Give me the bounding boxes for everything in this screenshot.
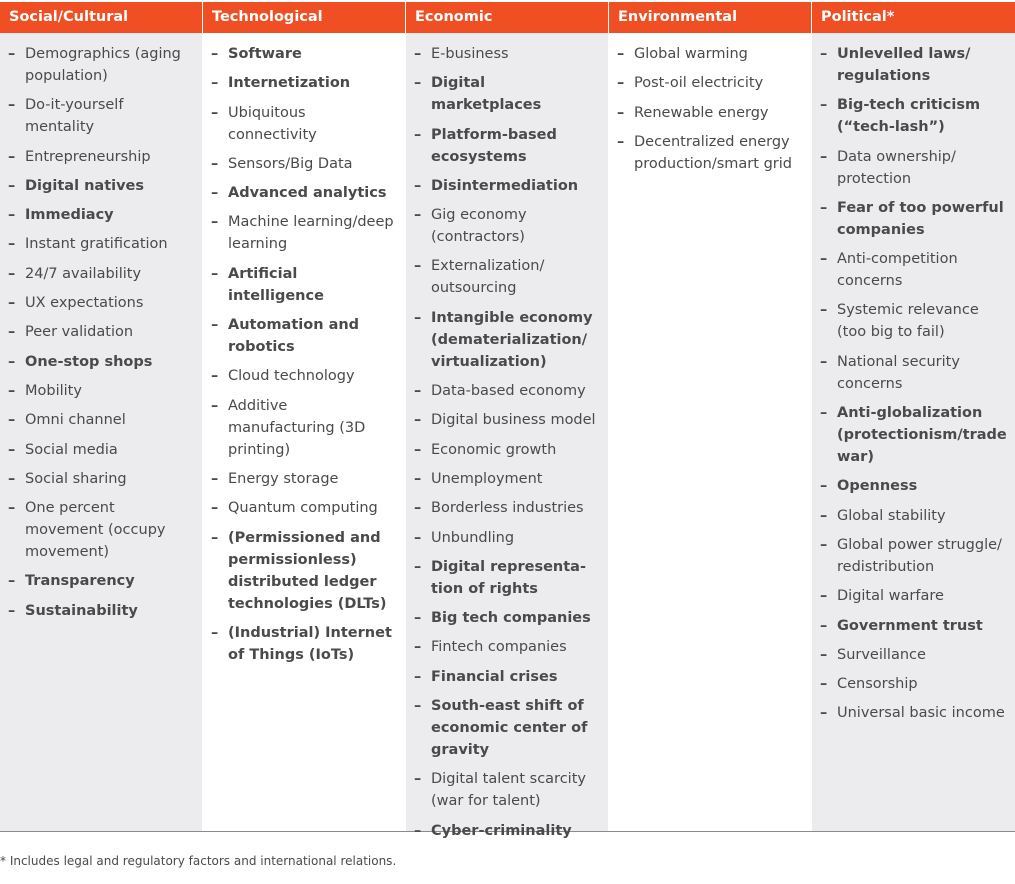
column-social-cultural: [0, 2, 202, 831]
list-item: – Government trust: [820, 615, 1007, 637]
column-header: Economic: [406, 2, 608, 33]
list-item: – Entrepreneurship: [8, 146, 194, 168]
list-item: – Universal basic income: [820, 702, 1007, 724]
list-item: – Openness: [820, 475, 1007, 497]
list-item: – Advanced analytics: [211, 182, 397, 204]
list-item: – Transparency: [8, 570, 194, 592]
list-item: – Anti-globalization (protectionism/trade war): [820, 402, 1007, 468]
list-item: – Instant gratification: [8, 233, 194, 255]
list-item: – Cyber-criminality: [414, 820, 600, 842]
list-item: – Big tech companies: [414, 607, 600, 629]
list-item: – Immediacy: [8, 204, 194, 226]
list-item: – Sensors/Big Data: [211, 153, 397, 175]
list-item: – Unemployment: [414, 468, 600, 490]
list-item: – Surveillance: [820, 644, 1007, 666]
list-item: – Post-oil electricity: [617, 72, 803, 94]
item-list: [812, 33, 1015, 724]
list-item: – Quantum computing: [211, 497, 397, 519]
list-item: – Machine learning/deep learning: [211, 211, 397, 255]
list-item: – Mobility: [8, 380, 194, 402]
list-item: – Artificial intelligence: [211, 263, 397, 307]
list-item: – 24/7 availability: [8, 263, 194, 285]
list-item: – South-east shift of economic center of gravity: [414, 695, 600, 761]
list-item: – Ubiquitous connectivity: [211, 102, 397, 146]
list-item: – Social sharing: [8, 468, 194, 490]
list-item: – Cloud technology: [211, 365, 397, 387]
list-item: – Gig economy (contractors): [414, 204, 600, 248]
column-environmental: [609, 2, 811, 831]
list-item: – National security concerns: [820, 351, 1007, 395]
column-header: Political*: [812, 2, 1015, 33]
list-item: – Fintech companies: [414, 636, 600, 658]
list-item: – Additive manufacturing (3D printing): [211, 395, 397, 461]
column-header: Technological: [203, 2, 405, 33]
list-item: – One-stop shops: [8, 351, 194, 373]
column-header: Environmental: [609, 2, 811, 33]
list-item: – Digital talent scarcity (war for talent): [414, 768, 600, 812]
list-item: – E-business: [414, 43, 600, 65]
list-item: – Data ownership/ protection: [820, 146, 1007, 190]
column-economic: [406, 2, 608, 839]
list-item: – Automation and robotics: [211, 314, 397, 358]
list-item: – Sustainability: [8, 600, 194, 622]
list-item: – Digital marketplaces: [414, 72, 600, 116]
factors-table: [0, 2, 1015, 839]
list-item: – Renewable energy: [617, 102, 803, 124]
list-item: – Systemic relevance (too big to fail): [820, 299, 1007, 343]
list-item: – Intangible economy (dematerialization/ virtualization): [414, 307, 600, 373]
item-list: [609, 33, 811, 175]
list-item: – Digital representa-tion of rights: [414, 556, 600, 600]
list-item: – Platform-based ecosystems: [414, 124, 600, 168]
list-item: – Decentralized energy production/smart grid: [617, 131, 803, 175]
list-item: – Externalization/ outsourcing: [414, 255, 600, 299]
item-list: [203, 33, 405, 666]
list-item: – UX expectations: [8, 292, 194, 314]
list-item: – Global warming: [617, 43, 803, 65]
list-item: – Internetization: [211, 72, 397, 94]
list-item: – (Industrial) Internet of Things (IoTs): [211, 622, 397, 666]
list-item: – Software: [211, 43, 397, 65]
list-item: – Digital business model: [414, 409, 600, 431]
list-item: – Borderless industries: [414, 497, 600, 519]
column-header: Social/Cultural: [0, 2, 202, 33]
list-item: – Disintermediation: [414, 175, 600, 197]
item-list: [406, 33, 608, 842]
list-item: – Unlevelled laws/ regulations: [820, 43, 1007, 87]
item-list: [0, 33, 202, 622]
list-item: – Global stability: [820, 505, 1007, 527]
list-item: – Global power struggle/ redistribution: [820, 534, 1007, 578]
list-item: – Social media: [8, 439, 194, 461]
list-item: – Energy storage: [211, 468, 397, 490]
list-item: – Digital natives: [8, 175, 194, 197]
list-item: – Fear of too powerful companies: [820, 197, 1007, 241]
list-item: – Do-it-yourself mentality: [8, 94, 194, 138]
list-item: – Omni channel: [8, 409, 194, 431]
list-item: – Anti-competition concerns: [820, 248, 1007, 292]
footnote: * Includes legal and regulatory factors and international relations.: [0, 854, 397, 868]
list-item: – Unbundling: [414, 527, 600, 549]
list-item: – Peer validation: [8, 321, 194, 343]
list-item: – Data-based economy: [414, 380, 600, 402]
column-technological: [203, 2, 405, 831]
list-item: – Big-tech criticism (“tech-lash”): [820, 94, 1007, 138]
list-item: – One percent movement (occupy movement): [8, 497, 194, 563]
list-item: – Demographics (aging population): [8, 43, 194, 87]
list-item: – (Permissioned and permissionless) distributed ledger technologies (DLTs): [211, 527, 397, 615]
column-political: [812, 2, 1015, 831]
list-item: – Censorship: [820, 673, 1007, 695]
list-item: – Digital warfare: [820, 585, 1007, 607]
list-item: – Economic growth: [414, 439, 600, 461]
list-item: – Financial crises: [414, 666, 600, 688]
